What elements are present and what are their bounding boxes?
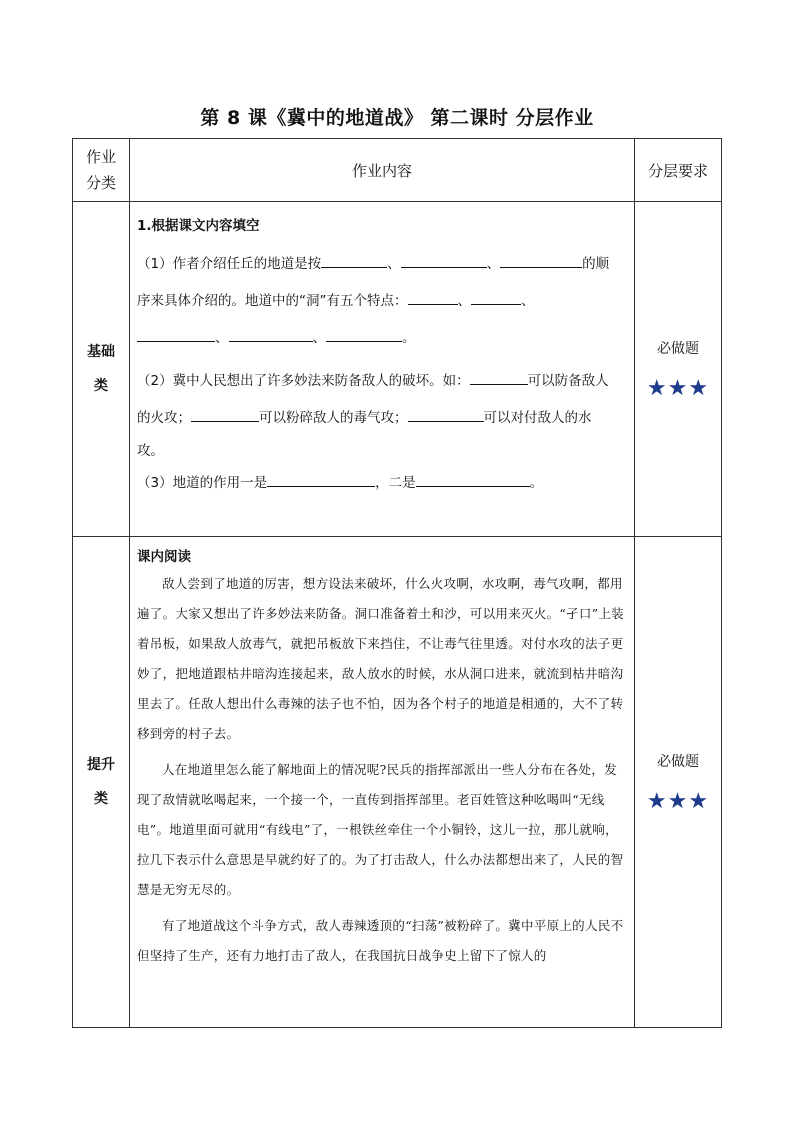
fill-blank[interactable] [321, 253, 387, 268]
fill-blank[interactable] [326, 327, 402, 342]
advanced-requirement [635, 537, 722, 1028]
fill-blank[interactable] [229, 327, 313, 342]
question-1-line-2: 序来具体介绍的。地道中的“洞”有五个特点： 、 、 [137, 283, 628, 320]
question-2-line-1: （2）冀中人民想出了许多妙法来防备敌人的破坏。如： 可以防备敌人 [137, 363, 628, 400]
question-2-line-3: 攻。 [137, 443, 164, 459]
reading-paragraph: 敌人尝到了地道的厉害，想方设法来破坏，什么火攻啊，水攻啊，毒气攻啊，都用遍了。大家又想出了许多妙法来防备。洞口准备着土和沙，可以用来灭火。“孑口”上装着吊板，如果敌人放毒气，就把吊板放下来挡住，不让毒气往里透。对付水攻的法子更妙了，把地道跟枯井暗沟连接起来，敌人放水的时候，水从洞口进来，就流到枯井暗沟里去了。任敌人想出什么毒辣的法子也不怕，因为各个村子的地道是相通的，大不了转移到旁的村子去。 [137, 576, 624, 741]
header-category: 作业 分类 [73, 139, 130, 202]
fill-blank[interactable] [191, 407, 259, 422]
section-title: 课内阅读 [137, 549, 191, 565]
basic-content [130, 202, 635, 537]
homework-table [72, 138, 722, 1028]
advanced-category: 提升 类 [73, 537, 130, 1028]
star-rating-icon: ★★★ [646, 375, 710, 401]
page-title: 第 8 课《冀中的地道战》 第二课时 分层作业 [200, 107, 594, 129]
fill-blank[interactable] [137, 327, 215, 342]
table-header-row [73, 139, 722, 202]
fill-blank[interactable] [408, 407, 484, 422]
requirement-label: 必做题 [657, 753, 699, 770]
question-1-line-3: 、 、 。 [137, 320, 628, 357]
fill-blank[interactable] [471, 290, 521, 305]
star-rating-icon: ★★★ [646, 788, 710, 814]
question-1-line-1: （1）作者介绍任丘的地道是按 、 、 的顺 [137, 246, 628, 283]
table-row-basic [73, 202, 722, 537]
question-3: （3）地道的作用一是 ，二是 。 [137, 465, 628, 502]
header-content: 作业内容 [130, 139, 635, 202]
fill-blank[interactable] [408, 290, 458, 305]
fill-blank[interactable] [267, 472, 375, 487]
fill-blank[interactable] [500, 253, 582, 268]
requirement-label: 必做题 [657, 340, 699, 357]
reading-paragraph: 人在地道里怎么能了解地面上的情况呢?民兵的指挥部派出一些人分布在各处，发现了敌情就吆喝起来，一个接一个，一直传到指挥部里。老百姓管这种吆喝叫“无线电”。地道里面可就用“有线电”了，一根铁丝牵住一个小铜铃，这儿一拉，那儿就响，拉几下表示什么意思是早就约好了的。为了打击敌人，什么办法都想出来了，人民的智慧是无穷无尽的。 [137, 762, 624, 897]
table-row-advanced [73, 537, 722, 1028]
fill-blank[interactable] [470, 370, 528, 385]
question-title: 1.根据课文内容填空 [137, 218, 260, 234]
reading-paragraph: 有了地道战这个斗争方式，敌人毒辣透顶的“扫荡”被粉碎了。冀中平原上的人民不但坚持了生产，还有力地打击了敌人，在我国抗日战争史上留下了惊人的 [137, 918, 624, 963]
basic-requirement [635, 202, 722, 537]
question-2-line-2: 的火攻； 可以粉碎敌人的毒气攻； 可以对付敌人的水 [137, 400, 628, 437]
fill-blank[interactable] [416, 472, 530, 487]
header-requirement: 分层要求 [635, 139, 722, 202]
fill-blank[interactable] [401, 253, 487, 268]
basic-category: 基础 类 [73, 202, 130, 537]
advanced-content [130, 537, 635, 1028]
